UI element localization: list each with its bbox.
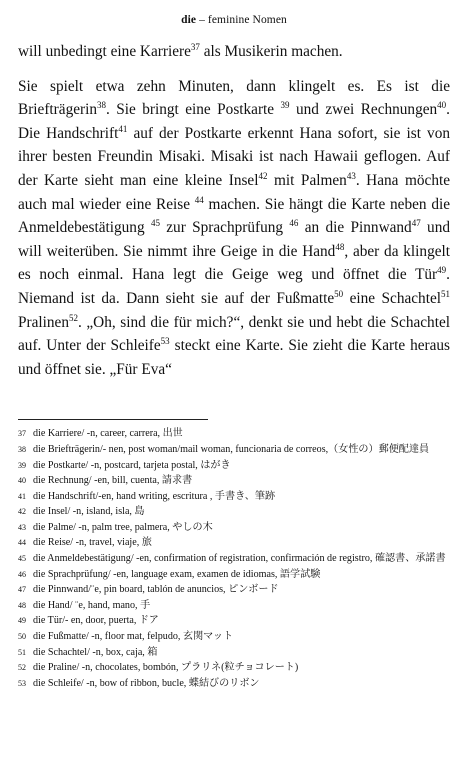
footnote-number: 41	[18, 491, 26, 501]
text-run: . Die Handschrift	[18, 101, 450, 142]
footnote-number: 51	[18, 647, 26, 657]
page	[18, 0, 450, 691]
footnote-number: 49	[18, 616, 26, 626]
footnote-item	[18, 676, 450, 692]
footnote-item	[18, 613, 450, 629]
body-text	[18, 40, 450, 381]
text-run: will unbedingt eine Karriere	[18, 43, 191, 60]
footnote-number: 40	[18, 476, 26, 486]
footnote-ref: 45	[150, 218, 160, 229]
footnote-item	[18, 535, 450, 551]
footnote-text: die Karriere/ -n, career, carrera, 出世	[33, 428, 183, 440]
footnote-ref: 44	[194, 194, 204, 205]
footnotes-list	[18, 426, 450, 691]
footnote-number: 48	[18, 600, 26, 610]
page-header	[18, 14, 450, 26]
footnote-ref: 46	[289, 218, 299, 229]
footnote-ref: 47	[411, 218, 421, 229]
footnote-text: die Pinnwand/¨e, pin board, tablón de anuncios, ピンボード	[33, 584, 279, 596]
footnote-item	[18, 598, 450, 614]
footnote-number: 45	[18, 554, 26, 564]
footnote-number: 42	[18, 507, 26, 517]
footnote-ref: 41	[118, 123, 128, 134]
footnote-text: die Hand/ ¨e, hand, mano, 手	[33, 599, 151, 611]
text-run: Pralinen	[18, 313, 69, 331]
footnote-text: die Reise/ -n, travel, viaje, 旅	[33, 537, 152, 549]
footnote-number: 37	[18, 429, 26, 439]
header-title: die	[181, 14, 197, 26]
footnote-text: die Palme/ -n, palm tree, palmera, やしの木	[33, 521, 213, 533]
footnote-number: 38	[18, 444, 26, 454]
paragraph-2	[18, 75, 450, 382]
footnote-item	[18, 473, 450, 489]
footnote-item	[18, 458, 450, 474]
footnote-ref: 49	[437, 265, 447, 276]
footnote-item	[18, 660, 450, 676]
footnote-ref: 39	[280, 100, 290, 111]
text-run: . „Oh, sind die für mich?“, denkt sie und hebt die Schachtel auf. Unter der Schleife	[18, 313, 450, 355]
footnote-text: die Briefträgerin/- nen, post woman/mail woman, funcionaria de correos,（女性の）郵便配達員	[33, 443, 430, 455]
footnote-ref: 42	[258, 170, 268, 181]
footnote-text: die Handschrift/-en, hand writing, escritura , 手書き、筆跡	[33, 490, 276, 502]
footnote-text: die Rechnung/ -en, bill, cuenta, 請求書	[33, 475, 193, 487]
footnote-number: 47	[18, 585, 26, 595]
text-run: . Niemand ist da. Dann sieht sie auf der Fußmatte	[18, 266, 450, 307]
footnote-number: 52	[18, 663, 26, 673]
footnote-item	[18, 567, 450, 583]
footnote-item	[18, 645, 450, 661]
text-run: . Sie bringt eine Postkarte	[106, 101, 281, 119]
footnote-ref: 51	[441, 288, 450, 299]
footnote-text: die Tür/- en, door, puerta, ドア	[33, 615, 159, 627]
footnote-number: 43	[18, 522, 26, 532]
text-run: mit Palmen	[267, 171, 347, 189]
footnote-item	[18, 504, 450, 520]
footnote-text: die Fußmatte/ -n, floor mat, felpudo, 玄関マット	[33, 631, 234, 643]
footnote-ref: 40	[437, 100, 447, 111]
paragraph-1	[18, 40, 450, 64]
text-run: steckt eine Karte. Sie zieht die Karte heraus und öffnet sie. „Für Eva“	[18, 337, 451, 378]
footnote-item	[18, 551, 450, 567]
text-run: und zwei Rechnungen	[289, 101, 438, 119]
footnote-item	[18, 442, 450, 458]
footnote-ref: 53	[160, 336, 170, 347]
footnote-ref: 52	[68, 312, 78, 323]
header-subtitle: – feminine Nomen	[196, 14, 287, 26]
footnote-number: 53	[18, 678, 26, 688]
footnote-ref: 50	[334, 288, 344, 299]
footnote-ref: 43	[346, 170, 356, 181]
footnote-text: die Sprachprüfung/ -en, language exam, examen de idiomas, 語学試験	[33, 568, 321, 580]
footnote-ref: 48	[335, 241, 345, 252]
text-run: machen. Sie hängt die Karte neben die Anmeldebestätigung	[18, 195, 451, 237]
footnote-ref: 38	[97, 100, 106, 111]
footnote-item	[18, 520, 450, 536]
footnote-item	[18, 582, 450, 598]
footnote-text: die Praline/ -n, chocolates, bombón, プラリネ(粒チョコレート)	[33, 662, 299, 674]
text-run: auf der Postkarte erkennt Hana sofort, sie ist von ihrer besten Freundin Misaki. Misaki ist nach Hawaii geflogen. Auf der Karte sieht man eine kleine Insel	[18, 124, 450, 189]
footnote-text: die Schleife/ -n, bow of ribbon, bucle, 蝶結びのリボン	[33, 677, 260, 689]
text-run: und will weiterüben. Sie nimmt ihre Geige in die Hand	[18, 219, 450, 260]
text-run: , aber da klingelt es noch einmal. Hana legt die Geige weg und öffnet die Tür	[18, 242, 451, 284]
text-run: Sie spielt etwa zehn Minuten, dann klingelt es. Es ist die Briefträgerin	[18, 77, 450, 119]
footnote-number: 46	[18, 569, 26, 579]
footnote-number: 44	[18, 538, 26, 548]
footnote-item	[18, 426, 450, 442]
footnote-number: 39	[18, 460, 26, 470]
footnote-item	[18, 489, 450, 505]
footnote-item	[18, 629, 450, 645]
footnote-divider	[18, 419, 208, 420]
text-run: . Hana möchte auch mal wieder eine Reise	[18, 171, 451, 213]
footnote-number: 50	[18, 632, 26, 642]
text-run: an die Pinnwand	[298, 219, 412, 237]
footnote-text: die Postkarte/ -n, postcard, tarjeta postal, はがき	[33, 459, 231, 471]
footnote-ref: 37	[190, 41, 200, 52]
text-run: zur Sprachprüfung	[159, 219, 290, 237]
footnote-text: die Schachtel/ -n, box, caja, 箱	[33, 646, 158, 658]
text-run: eine Schachtel	[343, 289, 441, 307]
text-run: als Musikerin machen.	[199, 43, 343, 60]
footnote-text: die Insel/ -n, island, isla, 島	[33, 506, 145, 518]
footnote-text: die Anmeldebestätigung/ -en, confirmation of registration, confirmación de registro, 確認書、承諾書	[33, 553, 446, 565]
